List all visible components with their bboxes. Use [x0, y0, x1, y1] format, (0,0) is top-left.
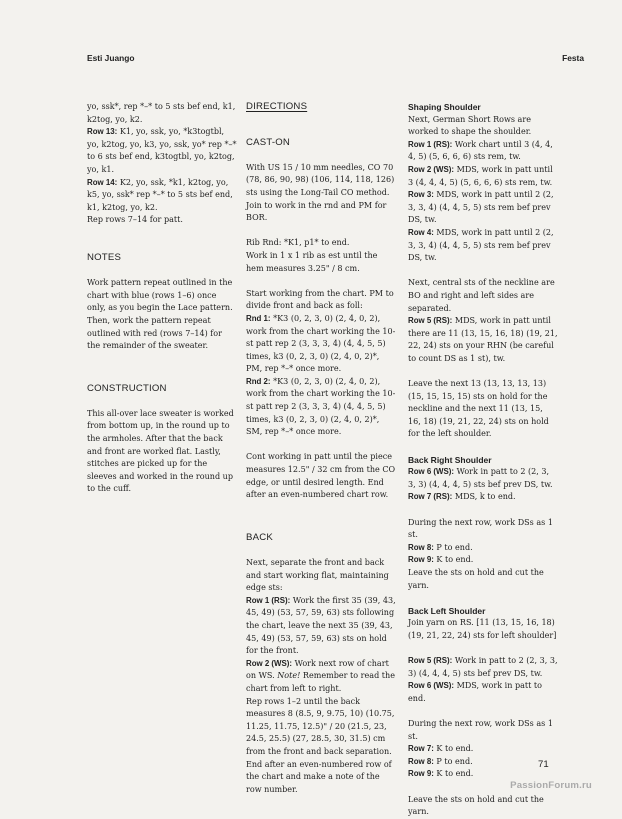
- row-text: P to end.: [433, 542, 473, 552]
- row-label: Row 14:: [87, 177, 118, 187]
- note-emphasis: Note!: [277, 671, 301, 681]
- paragraph: This all-over lace sweater is worked from bottom up, in the round up to the armholes. After that the back and front are worked flat. Lastly, stitches are picked up for the sleeves and worked in the round up to the cuff.: [87, 408, 234, 494]
- pattern-row-1: [408, 139, 558, 164]
- pattern-row-7: [408, 743, 558, 756]
- row-text: P to end.: [433, 756, 473, 766]
- row-text: K2, yo, ssk, *k1, k2tog, yo, k5, yo, ssk* rep *–* to 5 sts bef end, k1, k2tog, yo, k2.: [87, 177, 233, 212]
- row-text: Work the first 35 (39, 43, 45, 49) (53, 57, 59, 63) sts following the chart, leave the next 35 (39, 43, 45, 49) (53, 57, 59, 63) sts on hold for the front.: [246, 595, 396, 656]
- pattern-row-13: [87, 126, 237, 176]
- row-label: Row 7:: [408, 744, 434, 754]
- row-label: Rnd 2:: [246, 376, 271, 386]
- pattern-row-9: [408, 554, 558, 567]
- pattern-row-8: [408, 542, 558, 555]
- paragraph: Rep rows 7–14 for patt.: [87, 215, 183, 225]
- paragraph: Next, German Short Rows are worked to shape the shoulder.: [408, 114, 532, 137]
- row-label: Rnd 1:: [246, 313, 271, 323]
- pattern-row-7: [408, 491, 558, 504]
- row-text: Work in patt to 2 (2, 3, 3, 3) (4, 4, 4, 5) sts bef prev DS, tw.: [408, 656, 558, 678]
- pattern-row-14: [87, 177, 237, 215]
- subheading-shaping-shoulder: Shaping Shoulder: [408, 102, 481, 112]
- row-label: Row 8:: [408, 756, 434, 766]
- row-label: Row 9:: [408, 555, 434, 565]
- pattern-row-2: [246, 658, 396, 696]
- running-header-author: Esti Juango: [87, 53, 135, 63]
- pattern-row-6: [408, 680, 558, 705]
- row-text: , tw.: [488, 353, 506, 363]
- row-text: (be careful to count DS as 1 st): [408, 341, 554, 363]
- paragraph: Cont working in patt until the piece measures 12.5" / 32 cm from the CO edge, or until desired length. End after an even-numbered chart row.: [246, 452, 396, 500]
- row-label: Row 2 (WS):: [246, 658, 293, 668]
- pattern-round-2: [246, 376, 396, 439]
- row-text: K to end.: [433, 744, 474, 754]
- section-heading-cast-on: CAST-ON: [246, 136, 291, 148]
- paragraph: Work in 1 x 1 rib as est until the hem measures 3.25" / 8 cm.: [246, 250, 378, 273]
- row-label: Row 13:: [87, 127, 118, 137]
- row-text: MDS, work in patt to end.: [408, 681, 543, 703]
- row-text: Work chart until 3 (4, 4, 4, 5) (5, 6, 6, 6) sts rem, tw.: [408, 139, 553, 162]
- pattern-row-3: [408, 189, 558, 227]
- section-heading-notes: NOTES: [87, 251, 122, 263]
- row-text: MDS, k to end.: [452, 492, 516, 502]
- section-heading-back: BACK: [246, 531, 273, 543]
- paragraph: During the next row, work DSs as 1 st.: [408, 517, 553, 540]
- row-label: Row 2 (WS):: [408, 164, 455, 174]
- pattern-row-8: [408, 756, 558, 769]
- paragraph: Next, central sts of the neckline are BO and right and left sides are separated.: [408, 278, 555, 313]
- row-text: MDS, work in patt until 2 (2, 3, 3, 4) (4, 4, 5, 5) sts rem bef prev DS, tw.: [408, 190, 554, 225]
- row-text: K1, yo, ssk, yo, *k3togtbl, yo, k2tog, yo, k3, yo, ssk, yo* rep *–* to 6 sts bef end, k3togtbl, yo, k2tog, yo, k1.: [87, 127, 237, 174]
- row-text: *K3 (0, 2, 3, 0) (2, 4, 0, 2), work from the chart working the 10-st patt rep 2 (3, 3, 3, 4) (4, 4, 5, 5) times, k3 (0, 2, 3, 0) (2, 4, 0, 2)*, SM, rep *–* once more.: [246, 376, 396, 437]
- row-label: Row 9:: [408, 769, 434, 779]
- pattern-row-2: [408, 164, 558, 189]
- paragraph: Rep rows 1–2 until the back measures 8 (8.5, 9, 9.75, 10) (10.75, 11.25, 11.75, 12.5)" / 20 (21.5, 23, 24.5, 25.5) (27, 28.5, 30, 31.5) cm from the front and back separation. End after an even-numbered row of the chart and make a note of the row number.: [246, 696, 395, 794]
- row-label: Row 7 (RS):: [408, 492, 453, 502]
- paragraph: Work pattern repeat outlined in the chart with blue (rows 1–6) once only, as you begin the Lace pattern. Then, work the pattern repeat outlined with red (rows 7–14) for the remainder of the sweater.: [87, 278, 233, 351]
- paragraph: Start working from the chart. PM to divide front and back as foll:: [246, 288, 394, 311]
- page-number: 71: [538, 759, 549, 770]
- row-label: Row 5 (RS):: [408, 316, 453, 326]
- row-text: MDS, work in patt until 2 (2, 3, 3, 4) (4, 4, 5, 5) sts rem bef prev DS, tw.: [408, 227, 554, 263]
- paragraph: Join yarn on RS. [11 (13, 15, 16, 18) (19, 21, 22, 24) sts for left shoulder]: [408, 618, 557, 640]
- subheading-back-left-shoulder: Back Left Shoulder: [408, 605, 486, 616]
- watermark: PassionForum.ru: [510, 780, 592, 791]
- rib-round: Rib Rnd: *K1, p1* to end.: [246, 238, 350, 248]
- pattern-row-5: [408, 655, 558, 680]
- pattern-row-4: [408, 227, 558, 265]
- paragraph: With US 15 / 10 mm needles, CO 70 (78, 86, 90, 98) (106, 114, 118, 126) sts using the Long-Tail CO method. Join to work in the rnd and PM for BOR.: [246, 162, 395, 223]
- row-label: Row 6 (WS):: [408, 467, 455, 477]
- row-label: Row 8:: [408, 542, 434, 552]
- row-label: Row 4:: [408, 227, 434, 237]
- row-text: Work next row of chart on WS.: [246, 658, 389, 681]
- paragraph: Next, separate the front and back and start working flat, maintaining edge sts:: [246, 558, 389, 593]
- row-text: Remember to read the chart from left to right.: [246, 671, 395, 693]
- pattern-row-1: [246, 595, 396, 658]
- row-label: Row 5 (RS):: [408, 656, 453, 666]
- pattern-row-6: [408, 466, 558, 491]
- row-text: *K3 (0, 2, 3, 0) (2, 4, 0, 2), work from the chart working the 10-st patt rep 2 (3, 3, 3, 4) (4, 4, 5, 5) times, k3 (0, 2, 3, 0) (2, 4, 0, 2)*, PM, rep *–* once more.: [246, 313, 396, 374]
- paragraph: Leave the sts on hold and cut the yarn.: [408, 567, 544, 590]
- column-1: [87, 101, 237, 496]
- paragraph: Leave the next 13 (13, 13, 13, 13) (15, 15, 15, 15) sts on hold for the neckline and the next 11 (13, 15, 16, 18) (19, 21, 22, 24) sts on hold for the left shoulder.: [408, 379, 549, 439]
- pattern-round-1: [246, 313, 396, 376]
- row-label: Row 1 (RS):: [408, 139, 453, 149]
- section-heading-construction: CONSTRUCTION: [87, 382, 167, 394]
- pattern-row-5: [408, 315, 558, 365]
- row-text: K to end.: [433, 555, 474, 565]
- row-label: Row 3:: [408, 190, 434, 200]
- paragraph: Leave the sts on hold and cut the yarn.: [408, 794, 544, 817]
- row-text: K to end.: [433, 769, 474, 779]
- running-header-title: Festa: [562, 53, 584, 63]
- column-2: [246, 101, 396, 796]
- row-label: Row 6 (WS):: [408, 681, 455, 691]
- section-heading-directions: DIRECTIONS: [246, 101, 308, 112]
- row-text: MDS, work in patt until 3 (4, 4, 4, 5) (5, 6, 6, 6) sts rem, tw.: [408, 164, 553, 187]
- column-3: [408, 101, 558, 819]
- row-label: Row 1 (RS):: [246, 595, 291, 605]
- row-text: Work in patt to 2 (2, 3, 3, 3) (4, 4, 4, 5) sts bef prev DS, tw.: [408, 467, 553, 489]
- subheading-back-right-shoulder: Back Right Shoulder: [408, 454, 492, 465]
- paragraph: yo, ssk*, rep *–* to 5 sts bef end, k1, k2tog, yo, k2.: [87, 102, 236, 124]
- row-text: MDS, work in patt until there are 11 (13, 15, 16, 18) (19, 21, 22, 24) sts on your RHN: [408, 316, 558, 351]
- paragraph: During the next row, work DSs as 1 st.: [408, 719, 553, 741]
